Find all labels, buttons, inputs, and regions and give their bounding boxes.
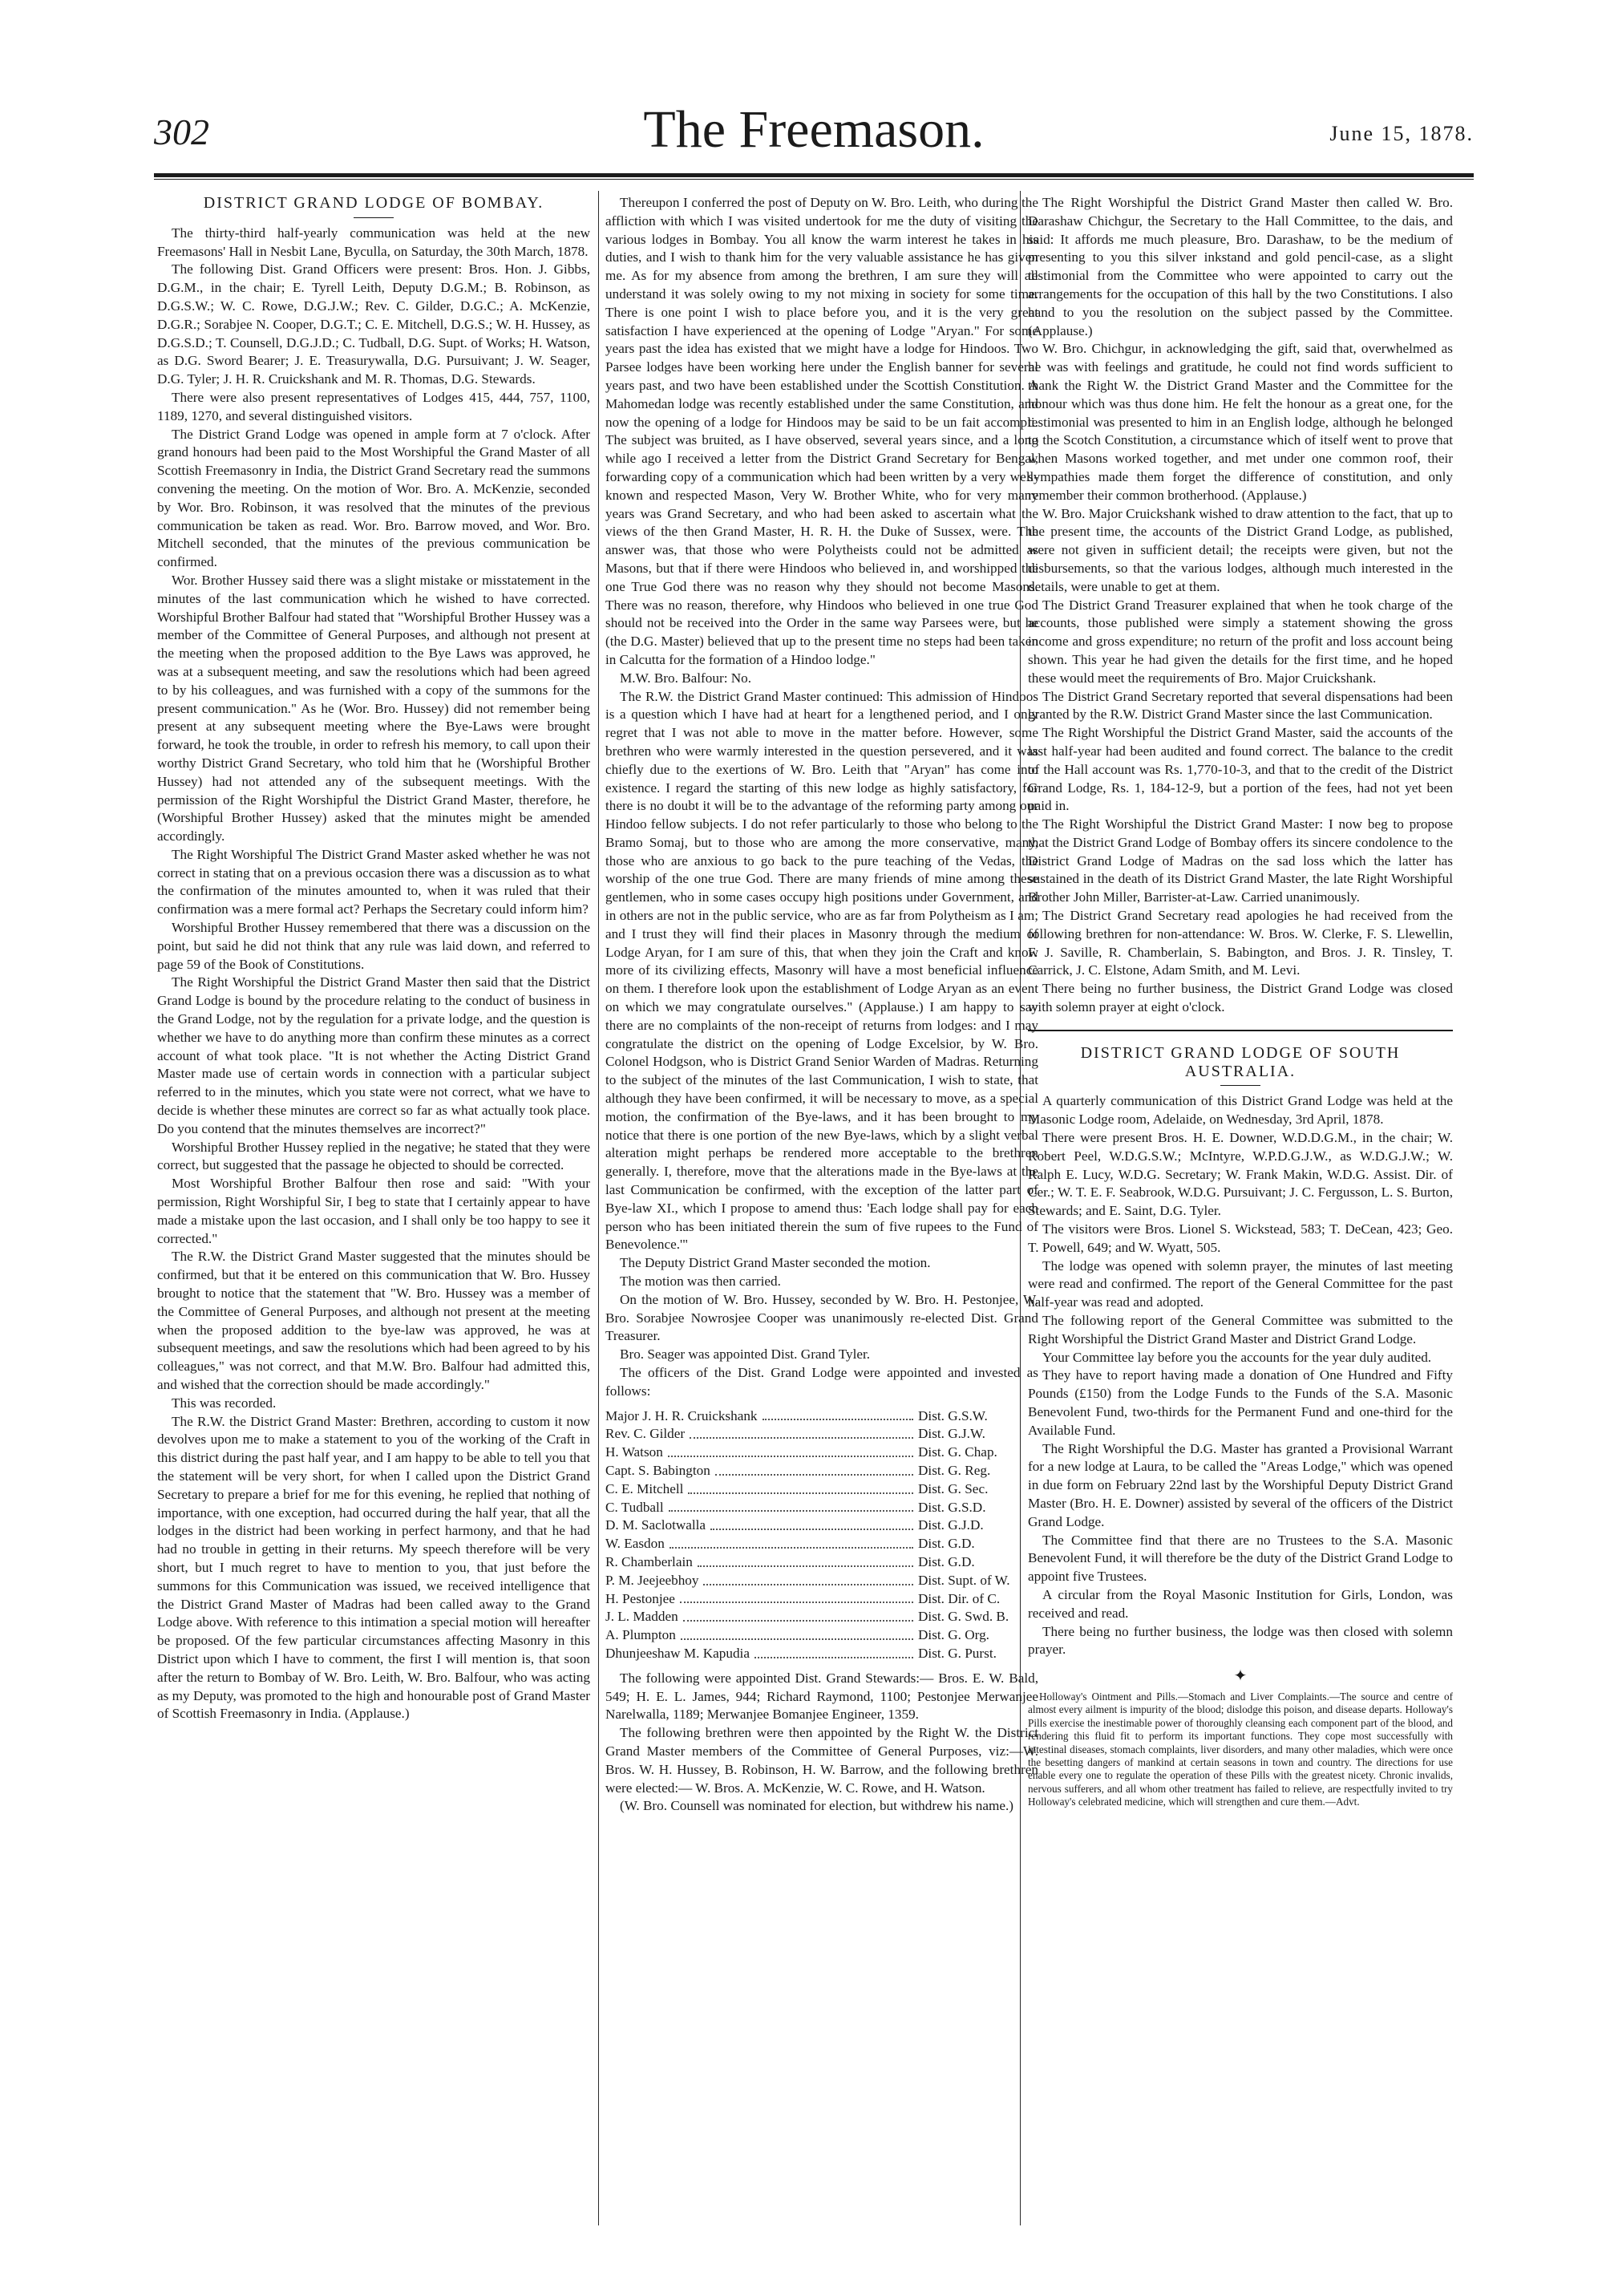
leader-dots bbox=[690, 1425, 913, 1439]
paragraph: The visitors were Bros. Lionel S. Wickstead, 583; T. DeCean, 423; Geo. T. Powell, 649; and W. Wyatt, 505. bbox=[1028, 1221, 1453, 1255]
officer-name: R. Chamberlain bbox=[605, 1553, 693, 1569]
officer-row bbox=[605, 1516, 1038, 1535]
officer-office: Dist. G.S.D. bbox=[918, 1499, 986, 1515]
officer-name: Major J. H. R. Cruickshank bbox=[605, 1407, 758, 1423]
paragraph: The District Grand Secretary read apologies he had received from the following brethren for non-attendance: W. Bros. W. Clerke, F. S. Llewellin, F. J. Saville, R. Chamberlain, S. Babington, and Bros. J. R. Tinsley, T. Carrick, J. C. Elstone, Adam Smith, and M. Levi. bbox=[1028, 908, 1453, 978]
paragraph: The Right Worshipful the District Grand Master then called W. Bro. Darashaw Chichgur, the Secretary to the Hall Committee, to the dais, and said: It affords me much pleasure, Bro. Darashaw, to be the medium of presenting to you this silver inkstand and gold pencil-case, as a slight testimonial from the Committee who were appointed to carry out the arrangements for the occupation of this hall by the two Constitutions. I also hand to you the resolution on the subject passed by the Committee. (Applause.) bbox=[1028, 195, 1453, 338]
column-2 bbox=[605, 194, 1038, 1816]
paragraph: Wor. Brother Hussey said there was a slight mistake or misstatement in the minutes of the last communication which he wished to have corrected. Worshipful Brother Balfour had stated that "Worshipful Brother Hussey was a member of the Committee of General Purposes, and although not present at the meeting when the proposed addition to the Bye Laws was approved, he was at a subsequent meeting, and saw the resolutions which had been agreed to by his colleagues, and was furnished with a copy of the summons for the present communication." As he (Wor. Bro. Hussey) did not remember being present at any subsequent meeting where the Bye-Laws were brought forward, he took the trouble, in order to refresh his memory, to call upon their worthy District Grand Secretary, who told him that he (Worshipful Brother Hussey) had not attended any of the subsequent meetings. With the permission of the Right Worshipful the District Grand Master, therefore, he (Worshipful Brother Hussey) asked that the minutes might be amended accordingly. bbox=[157, 572, 590, 844]
heading-rule bbox=[1220, 1085, 1260, 1086]
leader-dots bbox=[681, 1626, 913, 1640]
officer-office: Dist. Dir. of C. bbox=[918, 1590, 1001, 1606]
paragraph: The Right Worshipful The District Grand Master asked whether he was not correct in stating that on a previous occasion there was a discussion as to what the confirmation of the minutes amounted to, when it was ruled that their confirmation was a mere formal act? Perhaps the Secretary could inform him? bbox=[157, 846, 590, 917]
leader-dots bbox=[763, 1407, 913, 1421]
officer-office: Dist. Supt. of W. bbox=[918, 1572, 1010, 1588]
paragraph: (W. Bro. Counsell was nominated for election, but withdrew his name.) bbox=[620, 1798, 1014, 1814]
paragraph: The R.W. the District Grand Master continued: This admission of Hindoos is a question which I have had at heart for a lengthened period, and I only regret that I was not able to move in the matter before. However, some brethren who were warmly interested in the question persevered, and it was chiefly due to the exertions of W. Bro. Leith that "Aryan" has come into existence. I regard the starting of this new lodge as highly satisfactory, for there is no doubt it will be to the advantage of the reforming party among our Hindoo fellow subjects. I do not refer particularly to those who belong to the Bramo Somaj, but to those who are among the more conservative, many, those who are anxious to go back to the pure teaching of the Vedas, the worship of the one true God. There are many friends of mine among these gentlemen, who in some cases occupy high positions under Government, and in others are not in the public service, who are as far from Polytheism as I am; and I trust they will find their places in Masonry through the medium of Lodge Aryan, for I am sure of this, that when they join the Craft and know more of its civilizing effects, Masonry will have a most beneficial influence on them. I therefore look upon the establishment of Lodge Aryan as an event on which we may congratulate ourselves." (Applause.) I am happy to say there are no complaints of the non-receipt of returns from lodges: and I may congratulate the district on the opening of Lodge Excelsior, by W. Bro. Colonel Hodgson, who is District Grand Senior Warden of Madras. Returning to the subject of the minutes of the last Communication, I wish to state, that although they have been confirmed, it will be necessary to move, as a special motion, the confirmation of the Bye-laws, and it has been brought to my notice that there is one portion of the new Bye-laws, which by a slight verbal alteration might perhaps be rendered more acceptable to the brethren generally. I, therefore, move that the alterations made in the Bye-laws at the last Communication be confirmed, with the exception of the latter part of Bye-law XI., which I propose to amend thus: 'Each lodge shall pay for each person who has been initiated therein the sum of five rupees to the Fund of Benevolence.'" bbox=[605, 688, 1038, 1253]
leader-dots bbox=[754, 1645, 913, 1658]
paragraph: The District Grand Lodge was opened in ample form at 7 o'clock. After grand honours had been paid to the Most Worshipful the Grand Master of all Scottish Freemasonry in India, the District Grand Secretary read the summons convening the meeting. On the motion of Wor. Bro. A. McKenzie, seconded by Wor. Bro. Robinson, it was resolved that the minutes of the previous communication be taken as read. Wor. Bro. Barrow moved, and Wor. Bro. Mitchell seconded, that the minutes of the previous communication be confirmed. bbox=[157, 426, 590, 570]
paragraph: The lodge was opened with solemn prayer, the minutes of last meeting were read and confirmed. The report of the General Committee for the past half-year was read and adopted. bbox=[1028, 1257, 1453, 1310]
article-heading-bombay: DISTRICT GRAND LODGE OF BOMBAY. bbox=[203, 194, 544, 212]
paragraph: There being no further business, the lodge was then closed with solemn prayer. bbox=[1028, 1623, 1453, 1658]
masthead-rule bbox=[154, 173, 1474, 177]
officer-office: Dist. G. Swd. B. bbox=[918, 1609, 1009, 1625]
officer-office: Dist. G.D. bbox=[918, 1553, 975, 1569]
paragraph: The following were appointed Dist. Grand Stewards:— Bros. E. W. Bald, 549; H. E. L. James, 944; Richard Raymond, 1100; Pestonjee Merwanjee Narelwalla, 1189; Merwanjee Bomanjee Engineer, 1359. bbox=[605, 1670, 1038, 1723]
paragraph: The Right Worshipful the D.G. Master has granted a Provisional Warrant for a new lodge at Laura, to be called the "Areas Lodge," which was opened in due form on February 22nd last by the Worshipful Deputy District Grand Master (Bro. H. E. Downer) assisted by several of the officers of the District Grand Lodge. bbox=[1028, 1440, 1453, 1529]
officer-name: H. Watson bbox=[605, 1444, 663, 1460]
officer-name: D. M. Saclotwalla bbox=[605, 1517, 706, 1533]
paragraph: The R.W. the District Grand Master suggested that the minutes should be confirmed, but that it be entered on this communication that W. Bro. Hussey brought to notice that the statement that "W. Bro. Hussey was a member of the Committee of General Purposes, and although not present at the meeting when the proposed addition to the bye-law was approved, he was at subsequent meetings, and saw the resolutions which had been agreed to by his colleagues," was not correct, and that M.W. Bro. Balfour had admitted this, and wished that the correction should be made accordingly." bbox=[157, 1249, 590, 1392]
officer-row bbox=[605, 1499, 1038, 1517]
article-heading-south-australia: DISTRICT GRAND LODGE OF SOUTH AUSTRALIA. bbox=[1080, 1043, 1401, 1080]
officer-row bbox=[605, 1425, 1038, 1444]
paragraph: M.W. Bro. Balfour: No. bbox=[620, 670, 752, 686]
officer-office: Dist. G. Reg. bbox=[918, 1462, 991, 1478]
officer-row bbox=[605, 1462, 1038, 1480]
paragraph: Worshipful Brother Hussey replied in the negative; he stated that they were correct, but suggested that the passage he objected to should be corrected. bbox=[157, 1139, 590, 1173]
officer-office: Dist. G.J.W. bbox=[918, 1426, 985, 1442]
masthead bbox=[154, 96, 1474, 168]
paragraph: Thereupon I conferred the post of Deputy on W. Bro. Leith, who during the affliction with which I was visited undertook for me the duty of visiting the various lodges in Bombay. You all know the warm interest he takes in his duties, and I wish to thank him for the very valuable assistance he has given me. As for my absence from among the brethren, I am sure they will all understand it was solely owing to my not mixing in society for some time. There is one point I wish to place before you, and it is the very great satisfaction I have experienced at the opening of Lodge "Aryan." For some years past the idea has existed that we might have a lodge for Hindoos. Two Parsee lodges have been working here under the English banner for several years past, and two have been established under the Scottish Constitution. A Mahomedan lodge was recently established under the same Constitution, and now the opening of a lodge for Hindoos may be said to be un fait accompli. The subject was bruited, as I have observed, several years since, and a long while ago I received a letter from the District Grand Secretary for Bengal, forwarding copy of a communication which had been written by a very well-known and respected Mason, Very W. Brother White, who for very many years was Grand Secretary, and who had been asked to ascertain what the views of the then Grand Master, H. R. H. the Duke of Sussex, were. The answer was, that those who were Polytheists could not be admitted as Masons, but that if there were Hindoos who believed in, and worshipped the one True God there was no reason why they should not become Masons. There was no reason, therefore, why Hindoos who believed in one true God should not be received into the Order in the same way Parsees were, but he (the D.G. Master) believed that up to the present time no steps had been taken in Calcutta for the formation of a Hindoo lodge." bbox=[605, 195, 1038, 667]
paragraph: The Committee find that there are no Trustees to the S.A. Masonic Benevolent Fund, it will therefore be the duty of the District Grand Lodge to appoint five Trustees. bbox=[1028, 1532, 1453, 1585]
officer-row bbox=[605, 1626, 1038, 1645]
leader-dots bbox=[680, 1590, 913, 1604]
paragraph: W. Bro. Major Cruickshank wished to draw attention to the fact, that up to the present time, the accounts of the District Grand Lodge, as published, were not given in sufficient detail; the receipts were given, but not the disbursements, so that the various lodges, although much interested in the details, were unable to get at them. bbox=[1028, 505, 1453, 594]
officer-name: J. L. Madden bbox=[605, 1609, 678, 1625]
leader-dots bbox=[703, 1572, 913, 1585]
advert-text: Holloway's Ointment and Pills.—Stomach and Liver Complaints.—The source and centre of almost every ailment is impurity of the blood; dislodge this poison, and disease departs. Holloway's Pills exercise the inestimable power of thoroughly cleansing each component part of the blood, and rendering this fluid fit to perform its important functions. They cope most successfully with intestinal diseases, stomach complaints, liver disorders, and many other maladies, which were once the besetting dangers of mankind at certain seasons in town and country. The directions for use enable every one to regulate the operation of these Pills with the greatest nicety. Chronic invalids, nervous sufferers, and all whom other treatment has failed to relieve, are respectfully invited to try Holloway's celebrated medicine, which will strengthen and cure them.—Advt. bbox=[1028, 1690, 1453, 1808]
officer-name: W. Easdon bbox=[605, 1536, 665, 1552]
leader-dots bbox=[715, 1462, 913, 1476]
leader-dots bbox=[683, 1608, 913, 1622]
ornament-divider: ✦ bbox=[1233, 1667, 1248, 1686]
officer-row bbox=[605, 1645, 1038, 1663]
leader-dots bbox=[710, 1516, 913, 1530]
officer-name: Capt. S. Babington bbox=[605, 1462, 710, 1478]
paragraph: The R.W. the District Grand Master: Brethren, according to custom it now devolves upon me to make a statement to you of the working of the Craft in this district during the past half year, and I am happy to be able to tell you that the statement will be very short, for when I called upon the District Grand Secretary to prepare a brief for me for this evening, he replied that nothing of importance, with one exception, had occurred during the half year, that all the lodges in the district had been working in perfect harmony, and that he had had no trouble in getting in their returns. My speech therefore will be very short, but I much regret to have to mention to you, that just before the summons for this Communication was issued, we received intelligence that the District Grand Master of Madras had been called away to the Grand Lodge above. With reference to this intimation a special motion will hereafter be proposed. Of the few particular circumstances affecting Masonry in this District upon which I have to comment, the first I will mention is, that soon after the return to Bombay of W. Bro. Leith, W. Bro. Balfour, who was acting as my Deputy, was promoted to the high and honourable post of Grand Master of Scottish Freemasonry in India. (Applause.) bbox=[157, 1413, 590, 1722]
officer-name: C. E. Mitchell bbox=[605, 1480, 684, 1496]
section-rule bbox=[1028, 1030, 1453, 1031]
officer-name: A. Plumpton bbox=[605, 1627, 676, 1643]
officer-office: Dist. G. Chap. bbox=[918, 1444, 997, 1460]
newspaper-title: The Freemason. bbox=[643, 100, 985, 159]
paragraph: The Right Worshipful the District Grand Master then said that the District Grand Lodge is bound by the procedure relating to the conduct of business in the Grand Lodge, not by the regulation for a private lodge, and the question is whether we have to do anything more than confirm these minutes as a correct account of what took place. "It is not whether the Acting District Grand Master made use of certain words in connection with a particular subject referred to in the minutes, which you state were not correct, what we have to decide is whether these minutes are correct so far as what actually took place. Do you contend that the minutes themselves are incorrect?" bbox=[157, 974, 590, 1136]
paragraph: The District Grand Secretary reported that several dispensations had been granted by the R.W. District Grand Master since the last Communication. bbox=[1028, 688, 1453, 723]
officer-name: P. M. Jeejeebhoy bbox=[605, 1572, 699, 1588]
paragraph: The officers of the Dist. Grand Lodge were appointed and invested as follows: bbox=[605, 1365, 1038, 1399]
heading-rule bbox=[354, 217, 394, 218]
officer-office: Dist. G.J.D. bbox=[918, 1517, 984, 1533]
officer-name: Rev. C. Gilder bbox=[605, 1426, 686, 1442]
officer-office: Dist. G.S.W. bbox=[918, 1407, 988, 1423]
paragraph: Worshipful Brother Hussey remembered that there was a discussion on the point, but said he did not think that any rule was laid down, and referred to page 59 of the Book of Constitutions. bbox=[157, 920, 590, 972]
leader-dots bbox=[670, 1535, 913, 1549]
officer-row bbox=[605, 1535, 1038, 1553]
paragraph: The thirty-third half-yearly communication was held at the new Freemasons' Hall in Nesbit Lane, Byculla, on Saturday, the 30th March, 1878. bbox=[157, 225, 590, 259]
paragraph: There being no further business, the District Grand Lodge was closed with solemn prayer at eight o'clock. bbox=[1028, 981, 1453, 1015]
paragraph: There were also present representatives of Lodges 415, 444, 757, 1100, 1189, 1270, and several distinguished visitors. bbox=[157, 389, 590, 423]
leader-dots bbox=[698, 1553, 913, 1567]
paragraph: The Right Worshipful the District Grand Master, said the accounts of the last half-year had been audited and found correct. The balance to the credit of the Hall account was Rs. 1,770-10-3, and that to the credit of the District Grand Lodge, Rs. 1, 184-12-9, but a portion of the fees, had not yet been paid in. bbox=[1028, 725, 1453, 814]
holloway-advertisement bbox=[1028, 1691, 1453, 1809]
paragraph: They have to report having made a donation of One Hundred and Fifty Pounds (£150) from the Lodge Funds to the Funds of the S.A. Masonic Benevolent Fund, two-thirds for the Permanent Fund and one-third for the Available Fund. bbox=[1028, 1367, 1453, 1438]
paragraph: Your Committee lay before you the accounts for the year duly audited. bbox=[1042, 1349, 1432, 1365]
paragraph: The motion was then carried. bbox=[620, 1274, 781, 1290]
officers-list bbox=[605, 1407, 1038, 1663]
officer-row bbox=[605, 1444, 1038, 1462]
officer-office: Dist. G. Purst. bbox=[918, 1645, 997, 1661]
officer-row bbox=[605, 1480, 1038, 1499]
paragraph: W. Bro. Chichgur, in acknowledging the gift, said that, overwhelmed as he was with feelings and gratitude, he could not find words sufficient to thank the Right W. the District Grand Master and the Committee for the honour which was thus done him. He felt the honour as a great one, for the testimonial was presented to him in an English lodge, although he belonged to the Scotch Constitution, a circumstance which of itself went to prove that when Masons worked together, and met under one common roof, their sympathies made them forget the difference of constitution, and only remember their common brotherhood. (Applause.) bbox=[1028, 341, 1453, 503]
officer-name: C. Tudball bbox=[605, 1499, 664, 1515]
officer-office: Dist. G. Sec. bbox=[918, 1480, 989, 1496]
paragraph: The District Grand Treasurer explained that when he took charge of the accounts, those published were simply a statement showing the gross income and gross expenditure; no return of the profit and loss account being shown. This year he had given the details for the first time, and he hoped these would meet the requirements of Bro. Major Cruickshank. bbox=[1028, 597, 1453, 686]
issue-date: June 15, 1878. bbox=[1329, 122, 1474, 145]
paragraph: A quarterly communication of this District Grand Lodge was held at the Masonic Lodge room, Adelaide, on Wednesday, 3rd April, 1878. bbox=[1028, 1093, 1453, 1128]
officer-office: Dist. G. Org. bbox=[918, 1627, 989, 1643]
officer-office: Dist. G.D. bbox=[918, 1536, 975, 1552]
officer-row bbox=[605, 1407, 1038, 1426]
masthead-rule-thin bbox=[154, 179, 1474, 180]
paragraph: The following report of the General Committee was submitted to the Right Worshipful the District Grand Master and District Grand Lodge. bbox=[1028, 1313, 1453, 1346]
paragraph: There were present Bros. H. E. Downer, W.D.D.G.M., in the chair; W. Robert Peel, W.D.G.S.W.; McIntyre, W.P.D.G.J.W., as W.D.G.J.W.; W. Ralph E. Lucy, W.D.G. Secretary; W. Frank Makin, W.D.G. Assist. Dir. of Cer.; W. T. E. F. Seabrook, W.D.G. Pursuivant; J. C. Fergusson, L. S. Burton, Stewards; and E. Saint, D.G. Tyler. bbox=[1028, 1130, 1453, 1219]
paragraph: On the motion of W. Bro. Hussey, seconded by W. Bro. H. Pestonjee, W. Bro. Sorabjee Nowrosjee Cooper was unanimously re-elected Dist. Grand Treasurer. bbox=[605, 1291, 1038, 1344]
leader-dots bbox=[688, 1480, 913, 1494]
paragraph: The following brethren were then appointed by the Right W. the District Grand Master members of the Committee of General Purposes, viz:—W. Bros. W. H. Hussey, B. Robinson, H. W. Barrow, and the following brethren were elected:— W. Bros. A. McKenzie, W. C. Rowe, and H. Watson. bbox=[605, 1725, 1038, 1796]
paragraph: A circular from the Royal Masonic Institution for Girls, London, was received and read. bbox=[1028, 1586, 1453, 1621]
paragraph: Most Worshipful Brother Balfour then rose and said: "With your permission, Right Worshipful Sir, I beg to state that I certainly appear to have made a mistake upon the last occasion, and I shall only be too happy to see it corrected." bbox=[157, 1176, 590, 1246]
paragraph: The Deputy District Grand Master seconded the motion. bbox=[620, 1255, 931, 1271]
page-number: 302 bbox=[154, 111, 209, 152]
paragraph: Bro. Seager was appointed Dist. Grand Tyler. bbox=[620, 1346, 871, 1363]
column-divider bbox=[598, 191, 599, 2225]
officer-row bbox=[605, 1553, 1038, 1572]
column-1 bbox=[157, 194, 590, 1723]
paragraph: The Right Worshipful the District Grand Master: I now beg to propose that the District Grand Lodge of Bombay offers its sincere condolence to the District Grand Lodge of Madras on the sad loss which the latter has sustained in the death of its District Grand Master, the late Right Worshipful Brother John Miller, Barrister-at-Law. Carried unanimously. bbox=[1028, 816, 1453, 905]
column-3 bbox=[1028, 194, 1453, 1809]
officer-name: Dhunjeeshaw M. Kapudia bbox=[605, 1645, 750, 1661]
officer-row bbox=[605, 1608, 1038, 1626]
leader-dots bbox=[668, 1444, 913, 1457]
officer-row bbox=[605, 1572, 1038, 1590]
officer-row bbox=[605, 1590, 1038, 1609]
leader-dots bbox=[669, 1499, 913, 1512]
paragraph: This was recorded. bbox=[172, 1395, 277, 1411]
officer-name: H. Pestonjee bbox=[605, 1590, 675, 1606]
paragraph: The following Dist. Grand Officers were present: Bros. Hon. J. Gibbs, D.G.M., in the chair; E. Tyrell Leith, Deputy D.G.M.; B. Robinson, as D.G.S.W.; W. C. Rowe, D.G.J.W.; Rev. C. Gilder, D.G.C.; A. McKenzie, D.G.R.; Sorabjee N. Cooper, D.G.T.; C. E. Mitchell, D.G.S.; W. H. Hussey, as D.G.S.D.; T. Counsell, D.G.J.D.; C. Tudball, D.G. Supt. of Works; H. Watson, as D.G. Sword Bearer; J. E. Treasurywalla, D.G. Pursuivant; J. W. Seager, D.G. Tyler; J. H. R. Cruickshank and M. R. Thomas, D.G. Stewards. bbox=[157, 261, 590, 387]
